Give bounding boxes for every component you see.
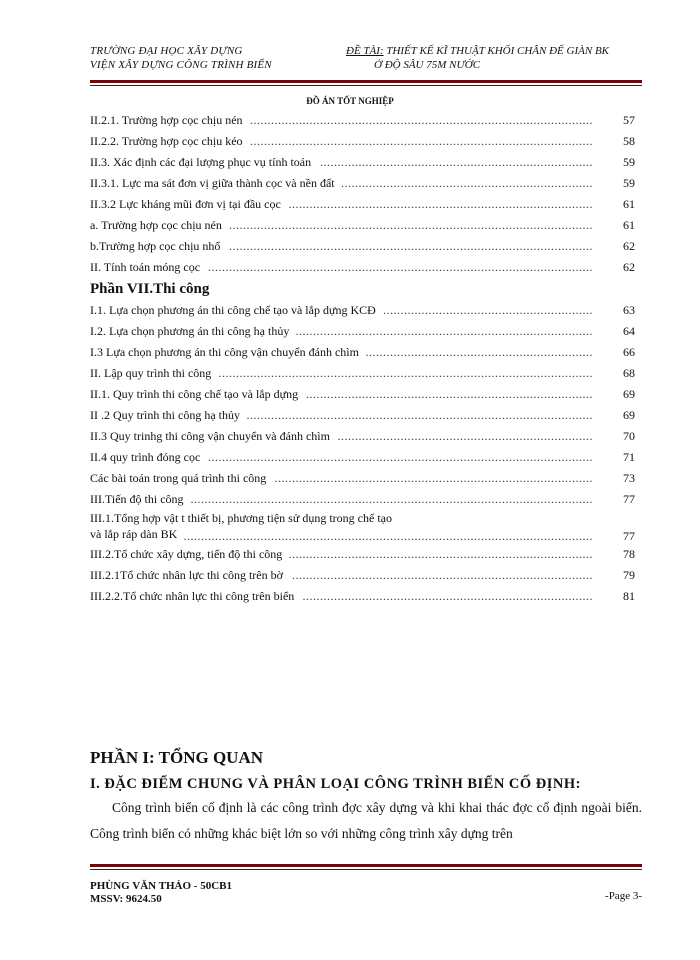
toc-leader-dots: ..................................................................................................................... [183,529,593,543]
toc-leader-dots: ....................................................................................... [288,197,593,211]
toc-entry-text: II. Tính toán móng cọc [90,260,201,274]
toc-entry [90,110,635,131]
topic-label: ĐỀ TÀI: [346,45,384,57]
toc-leader-dots: .................................................................................. [306,387,593,401]
school-header [90,44,272,72]
toc-entry [90,152,635,173]
toc-page-number: 57 [623,113,635,127]
toc-leader-dots: ................................................................................... [302,589,593,603]
toc-page-number: 69 [623,387,635,401]
topic-line2: Ở ĐỘ SÂU 75M NƯỚC [374,59,481,71]
paragraph-text: Công trình biển cố định là các công trình đợc xây dựng và khi khai thác đợc cố định ngoài biển. Công trình biển có những khác biệt lớn so với những công trình xây dựng trên [90,800,642,841]
topic-header [346,44,609,72]
table-of-contents [90,110,635,607]
toc-entry-text: II.3 Quy trinhg thi công vận chuyển và đánh chìm [90,429,330,443]
toc-page-number: 62 [623,239,635,253]
toc-leader-dots: .............................................................................. [320,155,593,169]
toc-entry [90,194,635,215]
header-rule-thick [90,80,642,83]
toc-page-number: 71 [623,450,635,464]
toc-entry-text: II. Lập quy trình thi công [90,366,212,380]
toc-entry-text: II.2.1. Trường hợp cọc chịu nén [90,113,243,127]
toc-leader-dots: ........................................................................................................ [229,218,593,232]
toc-section-heading [90,278,635,300]
toc-entry-text: II.3. Xác định các đại lượng phục vụ tính toán [90,155,312,169]
author-info [90,880,232,906]
toc-entry [90,468,635,489]
toc-entry-text: III.2.1Tổ chức nhân lực thi công trên bờ [90,568,283,582]
toc-entry-text: II.3.1. Lực ma sát đơn vị giữa thành cọc và nền đất [90,176,335,190]
toc-entry-text: III.2.2.Tổ chức nhân lực thi công trên biển [90,589,295,603]
toc-entry-text-cont: và lắp ráp dàn BK [90,527,178,541]
toc-page-number: 78 [623,547,635,561]
toc-entry-text: II.2.2. Trường hợp cọc chịu kéo [90,134,243,148]
author-name: PHÙNG VĂN THẢO - 50CB1 [90,880,232,892]
toc-leader-dots: .................................................................................................. [250,113,593,127]
toc-entry [90,131,635,152]
student-id: MSSV: 9624.50 [90,893,162,905]
toc-entry [90,363,635,384]
toc-leader-dots: ........................................................................................................ [229,239,593,253]
toc-leader-dots: ................................................................................................................... [190,492,593,506]
document-title: ĐỒ ÁN TỐT NGHIỆP [306,96,394,106]
toc-page-number: 73 [623,471,635,485]
toc-page-number: 79 [623,568,635,582]
toc-page-number: 59 [623,155,635,169]
toc-entry-text: Các bài toán trong quá trình thi công [90,471,267,485]
toc-entry-text: b.Trường hợp cọc chịu nhổ [90,239,221,253]
footer-rule-thick [90,864,642,867]
toc-entry-text: II .2 Quy trình thi công hạ thủy [90,408,240,422]
toc-entry [90,257,635,278]
topic-line1: THIẾT KẾ KĨ THUẬT KHỐI CHÂN ĐẾ GIÀN BK [383,45,609,57]
toc-entry-text: III.Tiến độ thi công [90,492,184,506]
toc-entry-text: II.1. Quy trình thi công chế tạo và lắp dựng [90,387,299,401]
toc-entry [90,405,635,426]
header-rule-thin [90,85,642,86]
toc-leader-dots: ......................................................................... [337,429,593,443]
toc-leader-dots: .............................................................................................................. [208,260,593,274]
toc-entry-text: II.4 quy trình đóng cọc [90,450,201,464]
toc-page-number: 64 [623,324,635,338]
toc-entry [90,447,635,468]
toc-page-number: 81 [623,589,635,603]
toc-entry-text: I.2. Lựa chọn phương án thi công hạ thủy [90,324,290,338]
toc-page-number: 66 [623,345,635,359]
toc-entry [90,510,635,544]
toc-entry [90,544,635,565]
page-number: -Page 3- [605,890,642,902]
toc-page-number: 77 [623,529,635,543]
toc-page-number: 70 [623,429,635,443]
toc-page-number: 61 [623,197,635,211]
section-title: I. ĐẶC ĐIỂM CHUNG VÀ PHÂN LOẠI CÔNG TRÌNH BIỂN CỐ ĐỊNH: [90,776,581,792]
toc-leader-dots: ....................................................................................... [288,547,593,561]
toc-entry [90,300,635,321]
toc-entry-text: I.3 Lựa chọn phương án thi công vận chuyển đánh chìm [90,345,359,359]
toc-page-number: 63 [623,303,635,317]
toc-leader-dots: ................................................................. [365,345,593,359]
toc-page-number: 61 [623,218,635,232]
toc-leader-dots: .............................................................................................................. [208,450,593,464]
toc-leader-dots: ..................................................................................... [295,324,593,338]
toc-entry [90,384,635,405]
toc-page-number: 59 [623,176,635,190]
toc-leader-dots: ........................................................................................... [274,471,593,485]
toc-entry [90,342,635,363]
toc-entry [90,215,635,236]
toc-leader-dots: ............................................................ [383,303,593,317]
toc-entry-text: III.1.Tổng hợp vật t thiết bị, phương tiện sử dụng trong chế tạo [90,511,392,525]
toc-entry [90,489,635,510]
toc-page-number: 68 [623,366,635,380]
toc-entry [90,586,635,607]
toc-entry-text: a. Trường hợp cọc chịu nén [90,218,222,232]
part-title: PHẦN I: TỔNG QUAN [90,748,263,767]
toc-leader-dots: .................................................................................................. [250,134,593,148]
toc-entry-text: II.3.2 Lực kháng mũi đơn vị tại đầu cọc [90,197,281,211]
toc-page-number: 62 [623,260,635,274]
toc-entry [90,236,635,257]
toc-leader-dots: ................................................................................................... [246,408,593,422]
toc-entry [90,426,635,447]
footer-rule-thin [90,869,642,870]
body-paragraph [90,795,642,847]
toc-page-number: 77 [623,492,635,506]
toc-entry [90,565,635,586]
toc-page-number: 58 [623,134,635,148]
toc-leader-dots: ...................................................................................... [292,568,593,582]
toc-entry-text: Phần VII.Thi công [90,281,210,297]
toc-entry [90,321,635,342]
toc-leader-dots: ........................................................................................................... [218,366,593,380]
toc-leader-dots: ........................................................................ [341,176,593,190]
institute-name: VIỆN XÂY DỰNG CÔNG TRÌNH BIỂN [90,59,272,71]
toc-entry [90,173,635,194]
school-name: TRƯỜNG ĐẠI HỌC XÂY DỰNG [90,45,243,57]
toc-entry-text: III.2.Tổ chức xây dựng, tiến độ thi công [90,547,283,561]
toc-page-number: 69 [623,408,635,422]
toc-entry-text: I.1. Lựa chọn phương án thi công chế tạo và lắp dựng KCĐ [90,303,376,317]
